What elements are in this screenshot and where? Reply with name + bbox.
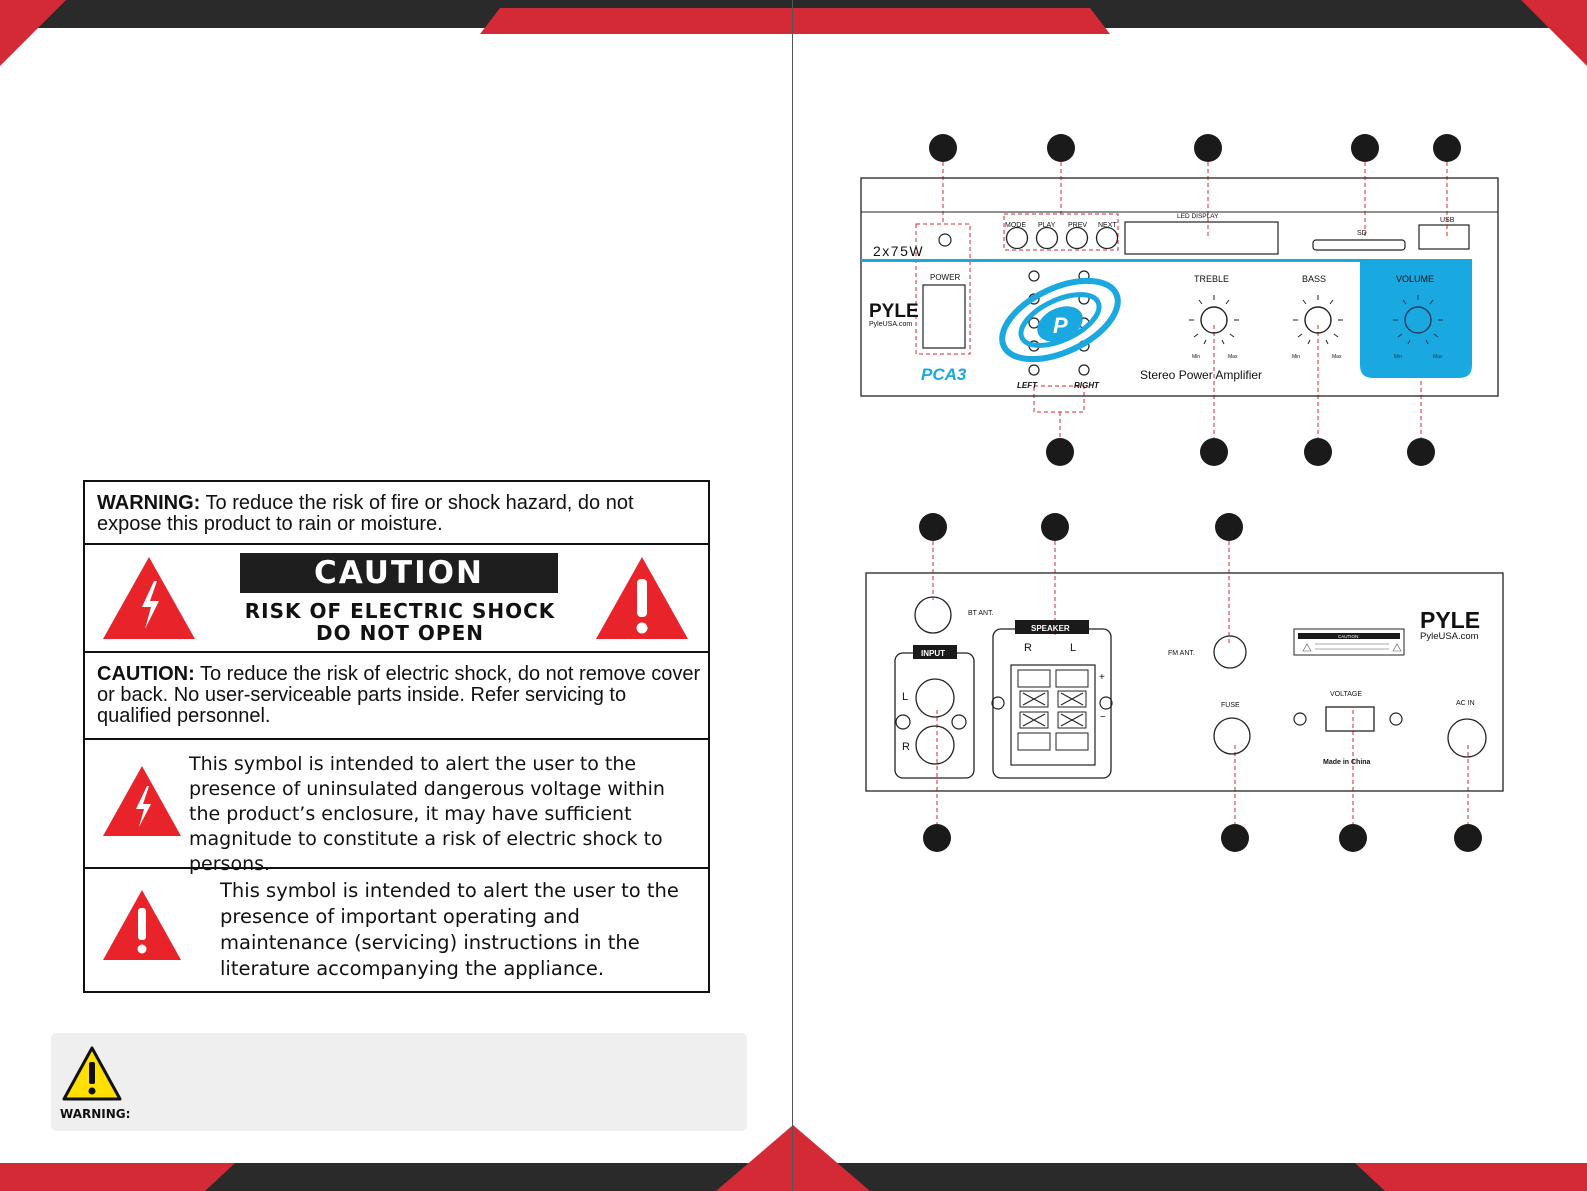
treble-knob[interactable]	[1201, 307, 1227, 333]
next-label: NEXT	[1098, 222, 1117, 229]
bottom-warning-box	[51, 1033, 747, 1131]
callout-marker	[919, 513, 947, 541]
voltage-selector[interactable]	[1326, 707, 1374, 731]
plus-label: +	[1099, 672, 1105, 683]
input-label: INPUT	[921, 649, 945, 658]
speaker-screw	[992, 697, 1004, 709]
callout-marker	[1454, 824, 1482, 852]
caution-heading: CAUTION:	[97, 663, 195, 685]
led-display-label: LED DISPLAY	[1177, 213, 1219, 220]
warning-text: To reduce the risk of fire or shock hazard, do not expose this product to rain or moisture.	[97, 492, 634, 535]
ac-in-label: AC IN	[1456, 700, 1475, 707]
bass-min: Min	[1292, 354, 1301, 360]
top-left-red-corner	[0, 0, 66, 66]
treble-ticks	[1189, 295, 1239, 344]
top-right-red-corner	[1521, 0, 1587, 66]
volume-label: VOLUME	[1396, 274, 1435, 284]
callout-marker	[1194, 134, 1222, 162]
product-name: Stereo Power Amplifier	[1140, 368, 1263, 382]
callout-marker	[929, 134, 957, 162]
callout-marker	[1046, 438, 1074, 466]
callout-marker	[1433, 134, 1461, 162]
fuse-label: FUSE	[1221, 702, 1240, 709]
logo-letter: P	[1053, 313, 1068, 338]
caution-paragraph	[97, 664, 703, 727]
caution-text: To reduce the risk of electric shock, do not remove cover or back. No user-serviceable parts inside. Refer servicing to qualified personnel.	[97, 663, 701, 727]
input-r-xlr[interactable]	[916, 726, 954, 764]
prev-label: PREV	[1068, 222, 1088, 229]
treble-max: Max	[1228, 354, 1238, 360]
lightning-warning-icon	[101, 555, 197, 641]
callout-marker	[1221, 824, 1249, 852]
warning-heading: WARNING:	[97, 492, 201, 514]
callout-marker	[1339, 824, 1367, 852]
speaker-l-label: L	[1070, 642, 1077, 654]
input-l-xlr[interactable]	[916, 679, 954, 717]
callout-marker	[1407, 438, 1435, 466]
rear-brand-url: PyleUSA.com	[1420, 631, 1479, 642]
speaker-label: SPEAKER	[1031, 624, 1070, 633]
caution-sticker-lines	[1303, 644, 1401, 651]
caution-banner: CAUTION	[240, 553, 558, 593]
lightning-symbol-icon	[101, 764, 183, 838]
bass-max: Max	[1332, 354, 1342, 360]
mode-button[interactable]	[1007, 228, 1028, 249]
bass-knob[interactable]	[1305, 307, 1331, 333]
callout-marker	[1351, 134, 1379, 162]
rear-brand-logo: PYLE	[1420, 607, 1481, 633]
callout-marker	[1215, 513, 1243, 541]
lightning-symbol-row	[85, 740, 708, 875]
usb-port[interactable]	[1419, 225, 1469, 249]
sd-label: SD	[1357, 230, 1367, 237]
caution-sticker-text: CAUTION:	[1338, 634, 1360, 639]
bottom-right-red-band	[1355, 1163, 1587, 1191]
treble-min: Min	[1192, 354, 1201, 360]
model-label: PCA3	[921, 365, 967, 384]
front-panel-diagram	[855, 130, 1505, 475]
lightning-symbol-text: This symbol is intended to alert the user to the presence of uninsulated dangerous voltage within the product’s enclosure, it may have sufficient magnitude to constitute a risk of electric shock to persons.	[189, 753, 665, 875]
fuse-holder[interactable]	[1214, 718, 1250, 754]
do-not-open-line: DO NOT OPEN	[316, 621, 484, 645]
mode-label: MODE	[1005, 222, 1026, 229]
top-center-red-tab	[480, 8, 1110, 34]
prev-button[interactable]	[1067, 228, 1088, 249]
caution-label-row	[85, 545, 708, 653]
input-r-label: R	[902, 741, 910, 753]
safety-warning-box	[83, 480, 710, 993]
wattage-label: 2x75W	[873, 243, 925, 259]
bottom-left-red-band	[0, 1163, 235, 1191]
left-label: LEFT	[1017, 381, 1037, 390]
ac-in-socket[interactable]	[1448, 719, 1486, 757]
bottom-center-red-tab	[716, 1125, 870, 1191]
voltage-label: VOLTAGE	[1330, 691, 1363, 698]
exclamation-warning-icon	[594, 555, 690, 641]
front-blue-stripe	[861, 259, 1472, 262]
risk-of-shock-line: RISK OF ELECTRIC SHOCK	[244, 599, 556, 623]
usb-label: USB	[1440, 217, 1455, 224]
callout-leader-lines	[933, 541, 1468, 824]
caution-row	[85, 653, 708, 740]
led-display	[1125, 222, 1278, 254]
front-brand-url: PyleUSA.com	[869, 321, 913, 328]
warning-row	[85, 482, 708, 545]
exclamation-symbol-row	[85, 869, 708, 991]
speaker-r-label: R	[1024, 642, 1032, 654]
warning-paragraph	[97, 493, 697, 535]
rear-panel-diagram	[860, 505, 1510, 860]
exclamation-symbol-icon	[101, 888, 183, 962]
front-brand-logo: PYLE	[869, 301, 919, 322]
callout-marker	[1200, 438, 1228, 466]
page-spine	[792, 0, 793, 1191]
rear-chassis	[866, 573, 1503, 791]
input-screw	[896, 715, 910, 729]
input-l-label: L	[902, 691, 909, 703]
bass-ticks	[1293, 295, 1343, 344]
power-label: POWER	[930, 273, 961, 282]
voltage-screw	[1390, 713, 1402, 725]
power-switch[interactable]	[923, 285, 965, 348]
treble-label: TREBLE	[1194, 274, 1230, 284]
yellow-warning-icon	[61, 1045, 123, 1103]
bt-antenna-connector[interactable]	[915, 597, 951, 633]
made-in-label: Made in China	[1323, 759, 1371, 766]
caution-risk-text	[235, 600, 565, 644]
input-screw	[952, 715, 966, 729]
sd-card-slot[interactable]	[1313, 240, 1405, 250]
play-button[interactable]	[1037, 228, 1058, 249]
bt-ant-label: BT ANT.	[968, 610, 994, 617]
next-button[interactable]	[1097, 228, 1118, 249]
speaker-terminals	[1018, 670, 1088, 750]
bass-label: BASS	[1302, 274, 1327, 284]
voltage-screw	[1294, 713, 1306, 725]
play-label: PLAY	[1038, 222, 1056, 229]
fm-ant-label: FM ANT.	[1168, 650, 1195, 657]
callout-marker	[1304, 438, 1332, 466]
exclamation-symbol-text: This symbol is intended to alert the user to the presence of important operating and maintenance (servicing) instructions in the literature accompanying the appliance.	[220, 879, 679, 980]
callout-marker	[1047, 134, 1075, 162]
ir-sensor	[939, 234, 951, 246]
volume-max: Max	[1433, 354, 1443, 360]
volume-min: Min	[1394, 354, 1403, 360]
callout-marker	[923, 824, 951, 852]
bottom-warning-label: WARNING:	[60, 1107, 131, 1121]
minus-label: −	[1100, 712, 1106, 723]
callout-marker	[1041, 513, 1069, 541]
fm-antenna-connector[interactable]	[1214, 636, 1246, 668]
pyle-swoosh-logo	[990, 265, 1129, 375]
right-label: RIGHT	[1074, 381, 1099, 390]
speaker-screw	[1100, 697, 1112, 709]
